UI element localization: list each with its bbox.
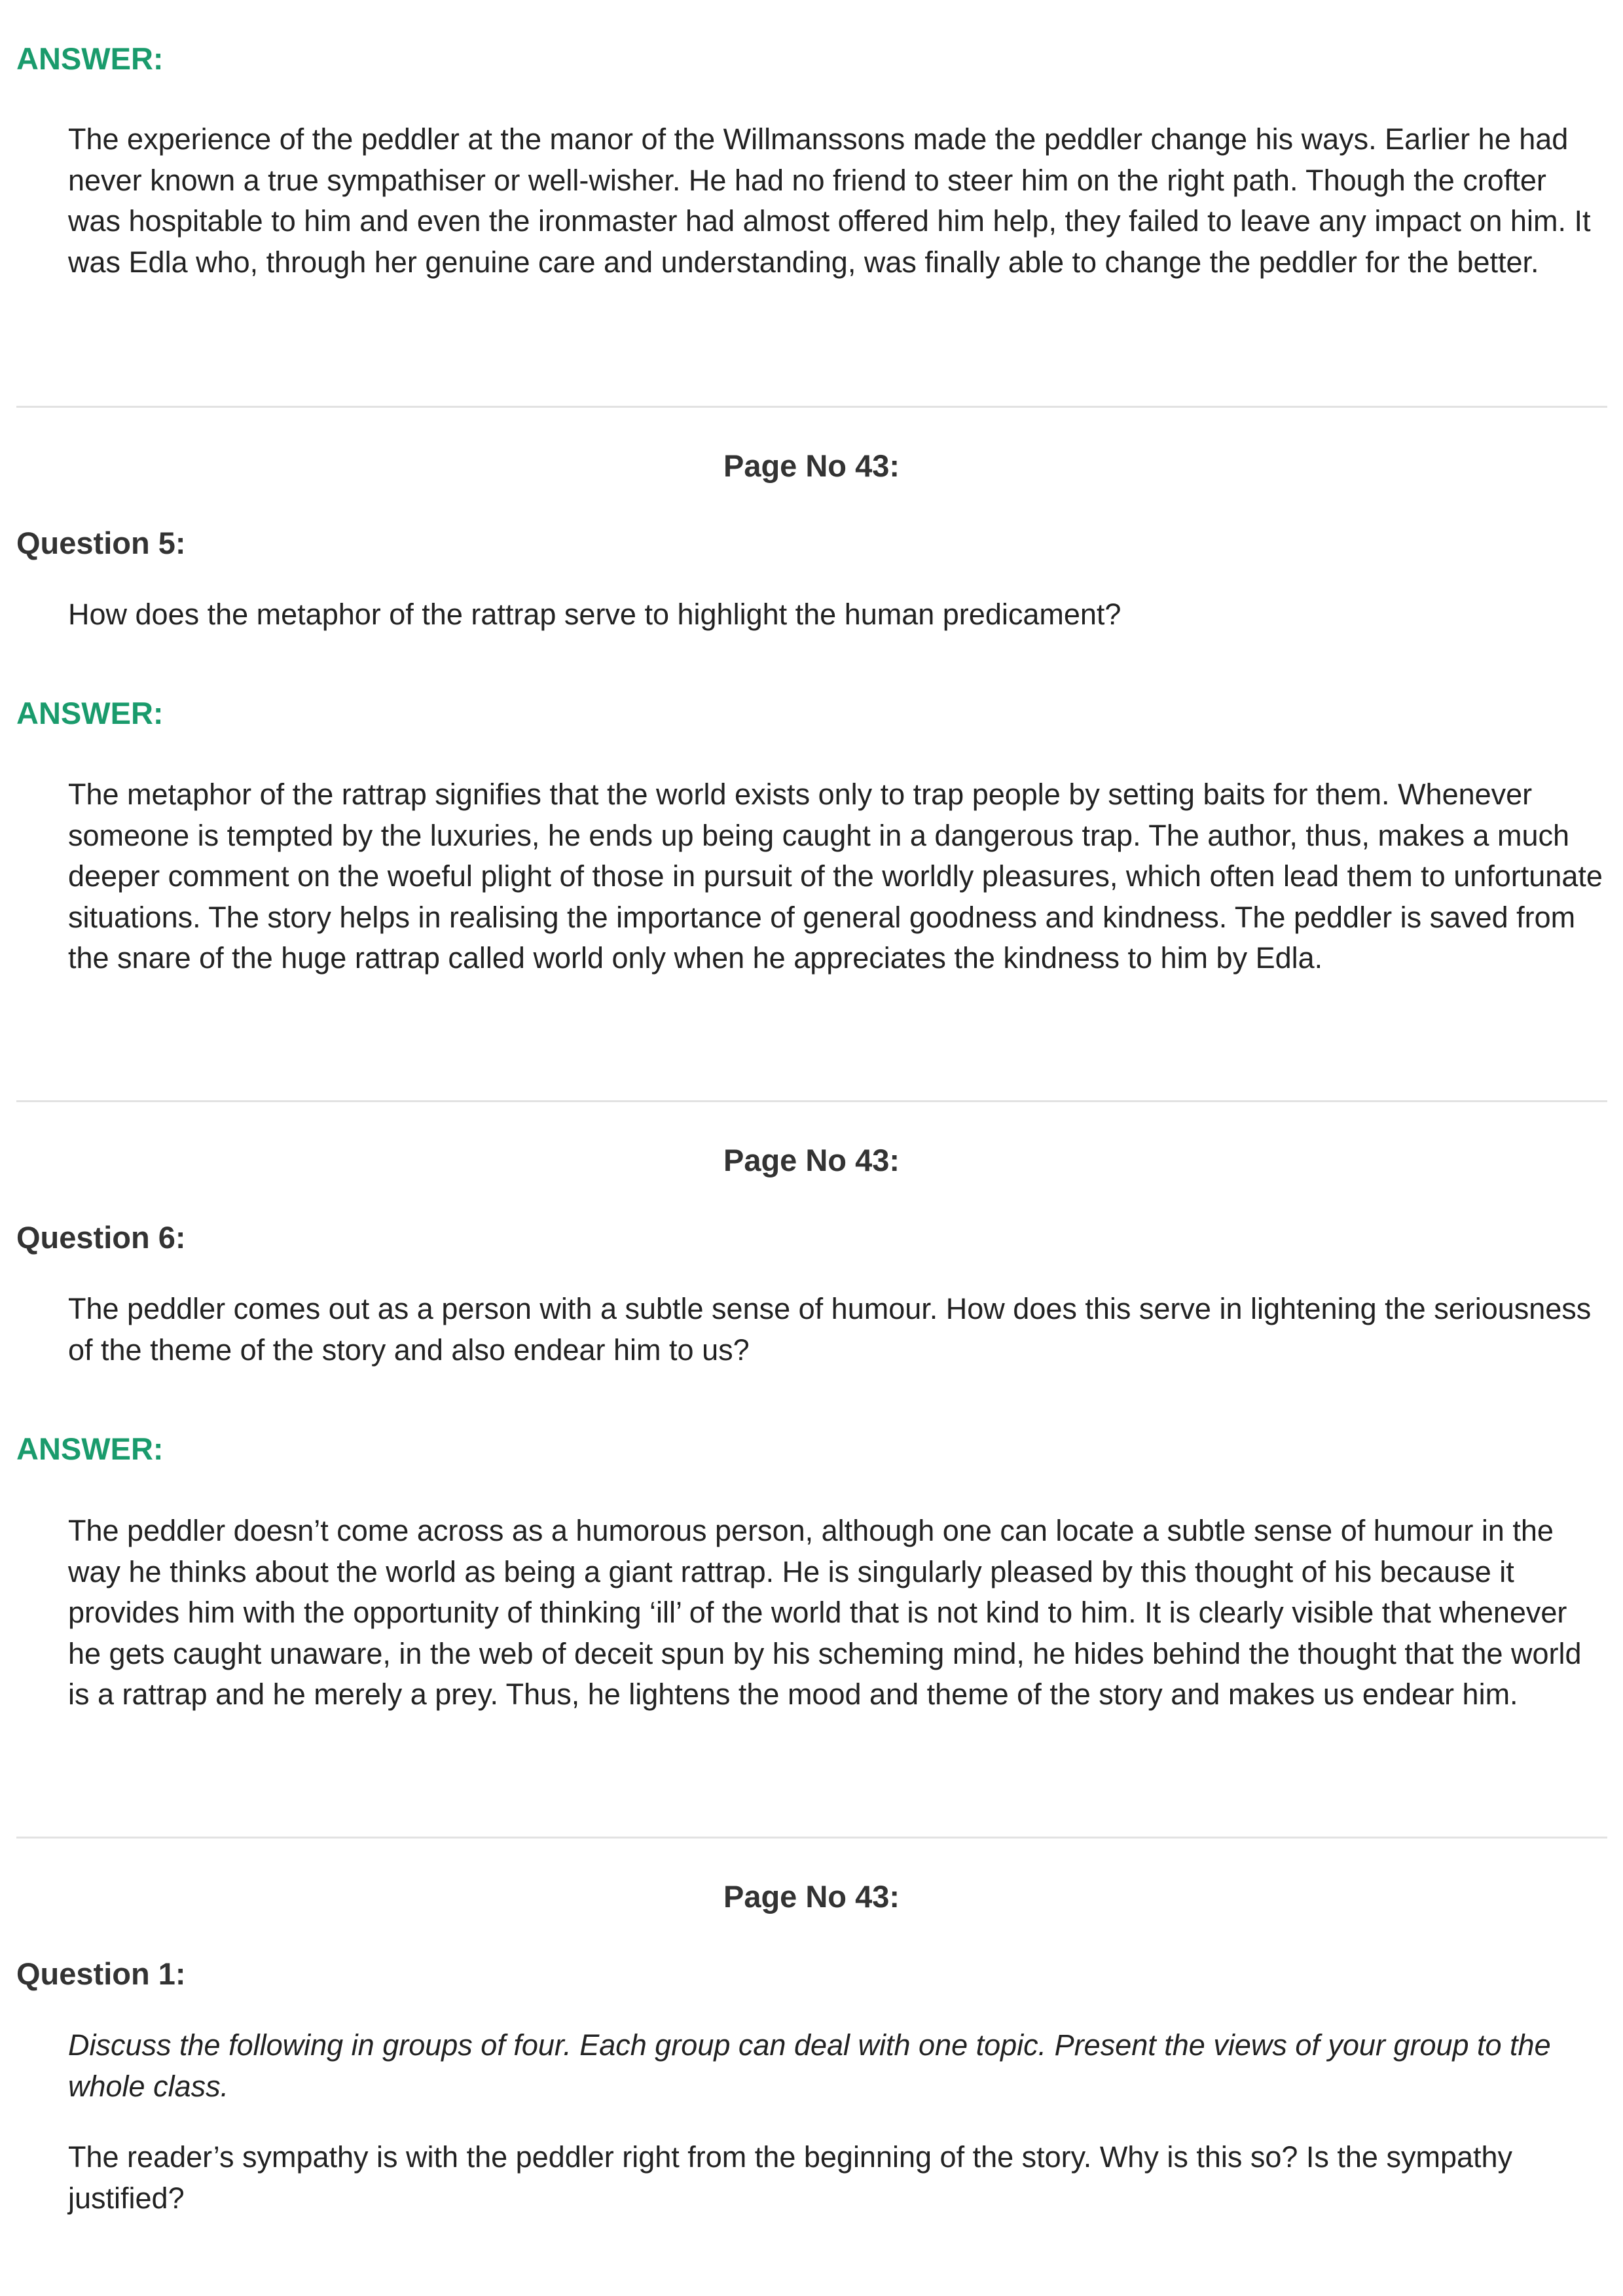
section-divider: [16, 1837, 1607, 1839]
section-divider: [16, 406, 1607, 408]
question-label: Question 5:: [16, 526, 186, 560]
question-text: The reader’s sympathy is with the peddler right from the beginning of the story. Why is this so? Is the sympathy justified?: [68, 2140, 1513, 2215]
page-number-heading: Page No 43:: [723, 1143, 900, 1177]
section-divider: [16, 1100, 1607, 1102]
question-instruction: Discuss the following in groups of four. Each group can deal with one topic. Present the views of your group to the whole class.: [68, 2028, 1551, 2103]
question-label: Question 6:: [16, 1220, 186, 1255]
answer-text: The peddler doesn’t come across as a humorous person, although one can locate a subtle sense of humour in the way he thinks about the world as being a giant rattrap. He is singularly pleased by this thought of his because it provides him with the opportunity of thinking ‘ill’ of the world that is not kind to him. It is clearly visible that whenever he gets caught unaware, in the web of deceit spun by his scheming mind, he hides behind the thought that the world is a rattrap and he merely a prey. Thus, he lightens the mood and theme of the story and makes us endear him.: [68, 1514, 1582, 1711]
answer-label: ANSWER:: [16, 41, 164, 76]
page-number-heading: Page No 43:: [723, 448, 900, 483]
answer-label: ANSWER:: [16, 1431, 164, 1466]
question-text: How does the metaphor of the rattrap serve to highlight the human predicament?: [68, 598, 1122, 631]
question-text: The peddler comes out as a person with a subtle sense of humour. How does this serve in lightening the seriousness of the theme of the story and also endear him to us?: [68, 1292, 1592, 1367]
answer-text: The metaphor of the rattrap signifies that the world exists only to trap people by setting baits for them. Whenever someone is tempted by the luxuries, he ends up being caught in a dangerous trap. The author, thus, makes a much deeper comment on the woeful plight of those in pursuit of the worldly pleasures, which often lead them to unfortunate situations. The story helps in realising the importance of general goodness and kindness. The peddler is saved from the snare of the huge rattrap called world only when he appreciates the kindness to him by Edla.: [68, 778, 1603, 975]
answer-label: ANSWER:: [16, 696, 164, 730]
answer-text: The experience of the peddler at the manor of the Willmanssons made the peddler change his ways. Earlier he had never known a true sympathiser or well-wisher. He had no friend to steer him on the right path. Though the crofter was hospitable to him and even the ironmaster had almost offered him help, they failed to leave any impact on him. It was Edla who, through her genuine care and understanding, was finally able to change the peddler for the better.: [68, 122, 1591, 279]
page-number-heading: Page No 43:: [723, 1879, 900, 1914]
question-label: Question 1:: [16, 1956, 186, 1991]
